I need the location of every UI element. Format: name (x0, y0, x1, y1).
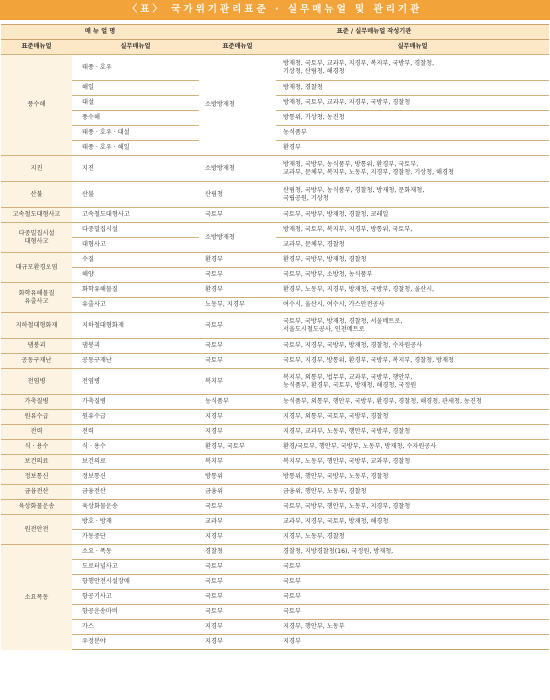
agency-line: 국토부, 국방부, 행안부, 노동부, 지경부, 경찰청 (283, 503, 411, 511)
agency-line: 방재청, 국토부, 교과부, 지경부, 국방부, 경찰청 (283, 99, 411, 107)
standard-manual-cell (1, 515, 72, 545)
standard-manual-cell (1, 339, 72, 354)
agency-line: 방재청, 국방부, 농식품부, 방통위, 환경부, 국토부, (283, 161, 419, 169)
table-row (1, 485, 549, 500)
standard-manual-name: 지하철대형화재 (15, 321, 58, 329)
standard-manual-cell (1, 410, 72, 425)
agency-line: 교과부, 문체부, 복지부, 노동부, 지경부, 경찰청, 기상청, 해경청 (283, 168, 454, 176)
practical-agencies (276, 55, 549, 81)
standard-manual-cell (1, 283, 72, 313)
agency-line: 국토부, 국방부, 소방청, 농식품부 (283, 271, 373, 279)
practical-agencies (276, 339, 549, 354)
practical-agencies (276, 605, 549, 620)
standard-manual-cell (1, 440, 72, 455)
table-row (1, 283, 549, 298)
table-row (1, 545, 549, 560)
agency-line: 환경부, 노동부, 지경부, 방재청, 국방부, 경찰청, 울산시, (283, 286, 435, 294)
header-standard: 표준매뉴얼 (1, 40, 72, 55)
practical-manual-name: 우정분야 (72, 635, 199, 650)
agency-line: 환경/국토부, 행안부, 국방부, 노동부, 방재청, 수자원공사 (283, 443, 437, 451)
agency-line: 금융위, 행안부, 노동부, 경찰청 (283, 488, 367, 496)
standard-agency: 국토부 (199, 313, 276, 339)
standard-agency: 소방방재청 (199, 156, 276, 182)
standard-agency: 지경부 (199, 530, 276, 545)
table-row (1, 440, 549, 455)
agency-line: 지경부, 노동부, 경찰청 (283, 533, 345, 541)
standard-agency: 국토부 (199, 560, 276, 575)
agency-line: 지경부 (283, 638, 301, 646)
table-row (1, 470, 549, 485)
standard-manual-cell (1, 208, 72, 223)
practical-manual-name: 태풍 · 호우 (72, 55, 199, 81)
practical-agencies (276, 283, 549, 298)
agency-line: 복지부, 노동부, 행안부, 국방부, 교과부, 경찰청 (283, 458, 411, 466)
agency-line: 농식품부, 외통부, 행안부, 국방부, 환경부, 경찰청, 해경청, 관세청, 농진청 (283, 398, 482, 406)
standard-agency: 산림청 (199, 182, 276, 208)
standard-agency: 국토부 (199, 500, 276, 515)
practical-manual-name: 화학유해물질 (72, 283, 199, 298)
table-row (1, 298, 549, 313)
standard-agency: 국토부 (199, 354, 276, 369)
standard-manual-cell (1, 354, 72, 369)
table-caption: 〈표〉 국가위기관리표준 · 실무매뉴얼 및 관리기관 (0, 0, 550, 20)
standard-agency: 국토부 (199, 339, 276, 354)
table-row (1, 500, 549, 515)
practical-agencies (276, 575, 549, 590)
standard-agency: 소방방재청 (199, 223, 276, 253)
agency-line: 농식품부 (283, 129, 307, 137)
standard-manual-name: 전력 (30, 428, 43, 436)
practical-manual-name: 대형사고 (72, 238, 199, 253)
agency-line: 지경부, 행안부, 노동부 (283, 623, 345, 631)
practical-agencies (276, 268, 549, 283)
table-row (1, 182, 549, 208)
standard-manual-name: 고속철도대형사고 (12, 211, 61, 219)
standard-manual-name: 다중밀집시설 (18, 230, 55, 238)
standard-manual-name: 댐붕괴 (27, 342, 46, 350)
standard-manual-name: 전염병 (27, 377, 46, 385)
table-row (1, 620, 549, 635)
standard-manual-cell (1, 485, 72, 500)
practical-agencies (276, 395, 549, 410)
agency-line: 여수시, 울산시, 여수시, 가스안전공사 (283, 301, 385, 309)
table-row (1, 208, 549, 223)
practical-manual-name: 수질 (72, 253, 199, 268)
practical-manual-name: 댐붕괴 (72, 339, 199, 354)
standard-agency: 국토부 (199, 605, 276, 620)
practical-agencies (276, 425, 549, 440)
agency-line: 국토부 (283, 578, 301, 586)
table-row (1, 425, 549, 440)
practical-agencies (276, 126, 549, 141)
standard-agency: 환경부 (199, 253, 276, 268)
standard-agency: 환경부, 국토부 (199, 440, 276, 455)
practical-agencies (276, 515, 549, 530)
practical-agencies (276, 500, 549, 515)
standard-manual-name: 공동구재난 (21, 357, 52, 365)
standard-agency: 노동부, 지경부 (199, 298, 276, 313)
practical-agencies (276, 141, 549, 156)
standard-manual-cell (1, 182, 72, 208)
header-practical-agencies: 실무매뉴얼 (276, 40, 549, 55)
standard-manual-cell (1, 500, 72, 515)
practical-agencies (276, 354, 549, 369)
agency-line: 국토부, 지경부, 방통위, 환경부, 국방부, 복지부, 경찰청, 방재청 (283, 357, 454, 365)
standard-manual-cell (1, 313, 72, 339)
standard-manual-name: 원유수급 (24, 413, 49, 421)
standard-manual-name: 풍수해 (27, 101, 46, 109)
standard-manual-name: 육상화물운송 (18, 503, 55, 511)
practical-agencies (276, 410, 549, 425)
agency-line: 지경부, 외통부, 국토부, 국방부, 경찰청 (283, 413, 389, 421)
table-row (1, 223, 549, 238)
header-agency-group: 표준 / 실무매뉴얼 작성기관 (199, 25, 549, 40)
practical-agencies (276, 545, 549, 560)
practical-agencies (276, 470, 549, 485)
practical-agencies (276, 156, 549, 182)
practical-manual-name: 육상화물운송 (72, 500, 199, 515)
agency-line: 지경부, 교과부, 노동부, 행안부, 국방부, 경찰청 (283, 428, 411, 436)
standard-agency: 농식품부 (199, 395, 276, 410)
practical-agencies (276, 590, 549, 605)
table-row (1, 605, 549, 620)
practical-manual-name: 금융전산 (72, 485, 199, 500)
standard-manual-cell (1, 253, 72, 283)
agency-line: 방재청, 경찰청 (283, 84, 323, 92)
practical-manual-name: 해양 (72, 268, 199, 283)
practical-manual-name: 유출사고 (72, 298, 199, 313)
practical-manual-name: 항행안전시설장애 (72, 575, 199, 590)
practical-agencies (276, 440, 549, 455)
standard-agency: 국토부 (199, 575, 276, 590)
practical-manual-name: 도로터널사고 (72, 560, 199, 575)
standard-manual-name: 대형사고 (24, 237, 49, 245)
standard-manual-name: 식 · 용수 (24, 443, 49, 451)
agency-line: 복지부, 외통부, 법무부, 교과부, 국방부, 행안부, (283, 374, 413, 382)
table-row (1, 253, 549, 268)
table-row (1, 530, 549, 545)
standard-manual-name: 원전안전 (24, 525, 49, 533)
agency-line: 국토부 (283, 593, 301, 601)
practical-manual-name: 공동구재난 (72, 354, 199, 369)
practical-manual-name: 지진 (72, 156, 199, 182)
standard-manual-name: 가축질병 (24, 398, 49, 406)
table-row (1, 575, 549, 590)
practical-agencies (276, 182, 549, 208)
agency-line: 교과부, 지경부, 국토부, 방재청, 해경청 (283, 518, 389, 526)
agency-line: 산림청, 국방부, 농식품부, 경찰청, 방재청, 문화재청, (283, 187, 425, 195)
standard-agency: 국토부 (199, 590, 276, 605)
header-standard-agency: 표준매뉴얼 (199, 40, 276, 55)
practical-agencies (276, 455, 549, 470)
practical-agencies (276, 111, 549, 126)
table-row (1, 339, 549, 354)
practical-manual-name: 전력 (72, 425, 199, 440)
practical-agencies (276, 560, 549, 575)
standard-agency: 국토부 (199, 208, 276, 223)
table-row (1, 455, 549, 470)
standard-agency: 환경부 (199, 283, 276, 298)
practical-manual-name: 태풍 · 호우 · 대설 (72, 126, 199, 141)
agency-line: 방통위, 행안부, 국방부, 노동부, 경찰청 (283, 473, 389, 481)
agency-line: 경찰청, 지방경찰청(16), 국정원, 방재청, (283, 548, 394, 556)
practical-manual-name: 지하철대형화재 (72, 313, 199, 339)
agency-line: 서울도시철도공사, 인천메트로 (283, 325, 365, 333)
practical-manual-name: 방호 · 방재 (72, 515, 199, 530)
agency-line: 농식품부, 환경부, 국토부, 방재청, 해경청, 국정원 (283, 381, 417, 389)
practical-agencies (276, 313, 549, 339)
practical-manual-name: 소요 · 폭동 (72, 545, 199, 560)
practical-manual-name: 대설 (72, 96, 199, 111)
standard-agency: 지경부 (199, 620, 276, 635)
practical-manual-name: 가동중단 (72, 530, 199, 545)
table-row (1, 590, 549, 605)
agency-line: 교과부, 문체부, 경찰청 (283, 241, 345, 249)
standard-manual-name: 대규모환경오염 (15, 263, 58, 271)
practical-manual-name: 전염병 (72, 369, 199, 395)
standard-manual-name: 정보통신 (24, 473, 49, 481)
standard-agency: 방통위 (199, 470, 276, 485)
standard-manual-name: 지진 (30, 164, 43, 172)
table-row (1, 369, 549, 395)
practical-agencies (276, 530, 549, 545)
practical-agencies (276, 223, 549, 238)
standard-manual-name: 금융전산 (24, 488, 49, 496)
manual-table (1, 24, 549, 650)
standard-manual-cell (1, 395, 72, 410)
practical-agencies (276, 298, 549, 313)
standard-manual-cell (1, 156, 72, 182)
table-row (1, 313, 549, 339)
practical-manual-name: 보건의료 (72, 455, 199, 470)
practical-manual-name: 태풍 · 호우 · 해일 (72, 141, 199, 156)
standard-manual-cell (1, 369, 72, 395)
agency-line: 환경부 (283, 144, 301, 152)
agency-line: 국토부, 국방부, 방재청, 경찰청, 코레일 (283, 211, 389, 219)
practical-manual-name: 다중밀집시설 (72, 223, 199, 238)
standard-agency: 교과부 (199, 515, 276, 530)
header-practical: 실무매뉴얼 (72, 40, 199, 55)
practical-manual-name: 항공운송마비 (72, 605, 199, 620)
table-row (1, 515, 549, 530)
table-row (1, 55, 549, 81)
table-row (1, 410, 549, 425)
standard-manual-cell (1, 455, 72, 470)
standard-agency: 소방방재청 (199, 55, 276, 156)
standard-agency: 경찰청 (199, 545, 276, 560)
practical-manual-name: 고속철도대형사고 (72, 208, 199, 223)
practical-agencies (276, 369, 549, 395)
standard-manual-cell (1, 55, 72, 156)
practical-manual-name: 정보통신 (72, 470, 199, 485)
agency-line: 방재청, 국토부, 복지부, 지경부, 방통위, 국토부, (283, 226, 413, 234)
practical-agencies (276, 81, 549, 96)
standard-agency: 지경부 (199, 425, 276, 440)
agency-line: 방재청, 국토부, 교과부, 지경부, 복지부, 국방부, 경찰청, (283, 60, 435, 68)
practical-manual-name: 가축질병 (72, 395, 199, 410)
table-row (1, 354, 549, 369)
standard-agency: 국토부 (199, 268, 276, 283)
practical-agencies (276, 253, 549, 268)
practical-manual-name: 해일 (72, 81, 199, 96)
standard-agency: 복지부 (199, 369, 276, 395)
table-row (1, 635, 549, 650)
header-manual-name: 매 뉴 얼 명 (1, 25, 199, 40)
practical-agencies (276, 635, 549, 650)
standard-agency: 지경부 (199, 410, 276, 425)
practical-manual-name: 산불 (72, 182, 199, 208)
standard-manual-cell (1, 470, 72, 485)
standard-manual-cell (1, 545, 72, 650)
agency-line: 국토부, 지경부, 국방부, 방재청, 경찰청, 수자원공사 (283, 342, 423, 350)
practical-agencies (276, 485, 549, 500)
agency-line: 환경부, 국방부, 방재청, 경찰청 (283, 256, 367, 264)
practical-manual-name: 항공기사고 (72, 590, 199, 605)
practical-agencies (276, 238, 549, 253)
table-row (1, 268, 549, 283)
agency-line: 국립공원, 기상청 (283, 194, 329, 202)
standard-agency: 지경부 (199, 635, 276, 650)
table-row (1, 560, 549, 575)
agency-line: 방통위, 기상청, 농진청 (283, 114, 345, 122)
practical-manual-name: 원유수급 (72, 410, 199, 425)
agency-line: 기상청, 산림청, 해경청 (283, 67, 345, 75)
standard-manual-name: 유출사고 (24, 297, 49, 305)
agency-line: 국토부 (283, 563, 301, 571)
standard-manual-name: 소요폭동 (24, 593, 49, 601)
standard-manual-name: 보건의료 (24, 458, 49, 466)
table-row (1, 395, 549, 410)
practical-agencies (276, 96, 549, 111)
agency-line: 국토부, 국방부, 방재청, 경찰청, 서울메트로, (283, 318, 403, 326)
table-row (1, 156, 549, 182)
practical-agencies (276, 208, 549, 223)
practical-manual-name: 풍수해 (72, 111, 199, 126)
standard-manual-name: 화학유해물질 (18, 290, 55, 298)
agency-line: 국토부 (283, 608, 301, 616)
standard-agency: 금융위 (199, 485, 276, 500)
standard-manual-name: 산불 (30, 190, 43, 198)
practical-manual-name: 가스 (72, 620, 199, 635)
practical-manual-name: 식 · 용수 (72, 440, 199, 455)
standard-agency: 복지부 (199, 455, 276, 470)
standard-manual-cell (1, 223, 72, 253)
standard-manual-cell (1, 425, 72, 440)
practical-agencies (276, 620, 549, 635)
